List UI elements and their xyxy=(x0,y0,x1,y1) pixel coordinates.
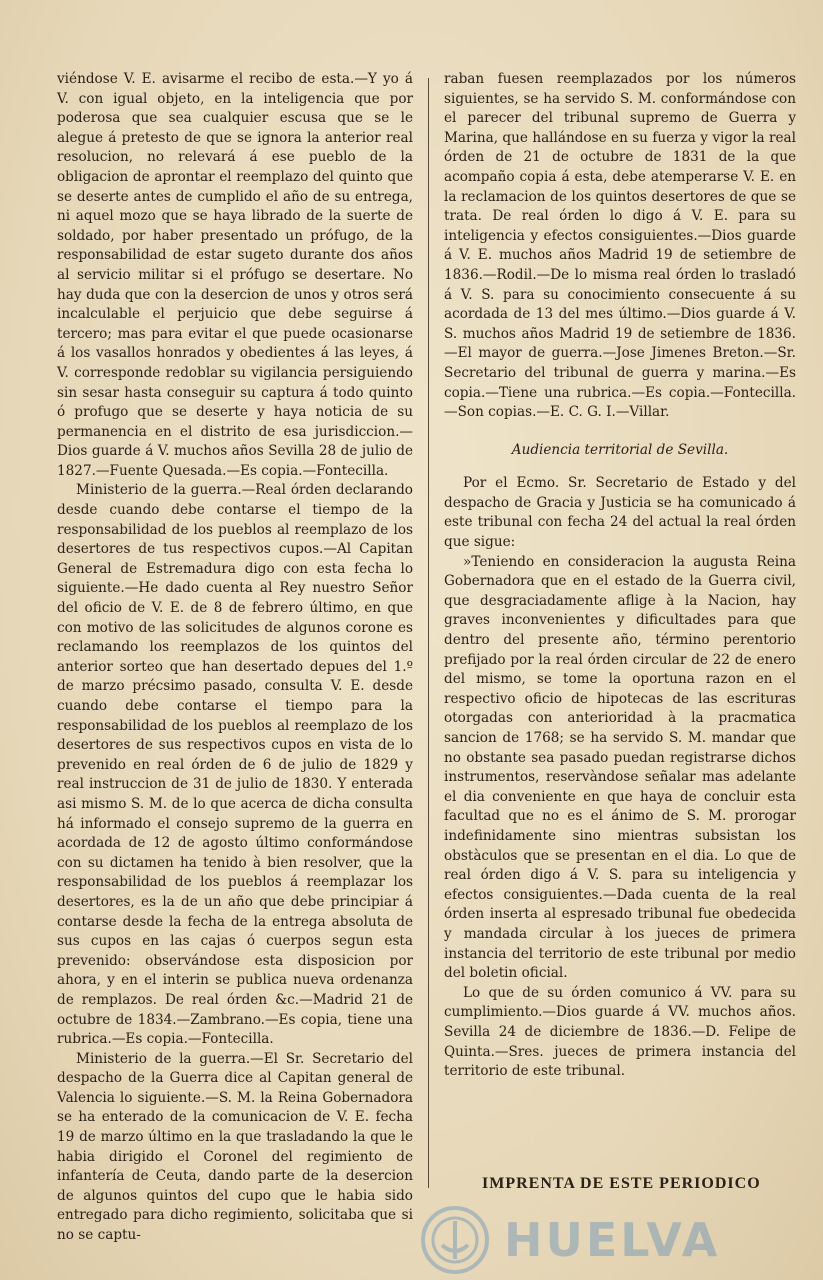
right-column xyxy=(444,70,796,1082)
column-divider xyxy=(428,78,429,1188)
imprint-line: IMPRENTA DE ESTE PERIODICO xyxy=(482,1175,761,1192)
right-continuation: raban fuesen reemplazados por los números siguientes, se ha servido S. M. conformándose con el parecer del tribunal supremo de Guerra y Marina, que hallándose en su fuerza y vigor la real órden de 21 de octubre de 1831 de la que acompaño copia á esta, debe atemperarse V. E. en la reclamacion de los quintos desertores de que se trata. De real órden lo digo á V. E. para su inteligencia y efectos consiguientes.—Dios guarde á V. E. muchos años Madrid 19 de setiembre de 1836.—Rodil.—De lo misma real órden lo trasladó á V. S. para su conocimiento consecuente á su acordada de 13 del mes último.—Dios guarde á V. S. muchos años Madrid 19 de setiembre de 1836.—El mayor de guerra.—Jose Jimenes Breton.—Sr. Secretario del tribunal de guerra y marina.—Es copia.—Tiene una rubrica.—Es copia.—Fontecilla.—Son copias.—E. C. G. I.—Villar. xyxy=(444,71,796,421)
section-heading: Audiencia territorial de Sevilla. xyxy=(511,441,729,458)
seal-icon xyxy=(420,1205,490,1275)
left-column xyxy=(57,70,413,1246)
right-paragraph-1: Por el Ecmo. Sr. Secretario de Estado y del despacho de Gracia y Justicia se ha comunicado á este tribunal con fecha 24 del actual la real órden que sigue: xyxy=(444,475,796,551)
right-paragraph-2: »Teniendo en consideracion la augusta Reina Gobernadora que en el estado de la Guerra civil, que desgraciadamente aflige à la Nacion, hay graves inconvenientes y dificultades para que dentro del presente año, término perentorio prefijado por la real órden circular de 22 de enero del mismo, se tome la oportuna razon en el respectivo oficio de hipotecas de las escrituras otorgadas con anterioridad à la pracmatica sancion de 1768; se ha servido S. M. mandar que no obstante sea pasado puedan registrarse dichos instrumentos, reservàndose señalar mas adelante el dia conveniente en que haya de concluir esta facultad que no es el ánimo de S. M. prorogar indefinidamente sino mientras subsistan los obstàculos que se presentan en el dia. Lo que de real órden digo á V. S. para su inteligencia y efectos consiguientes.—Dada cuenta de la real órden inserta al espresado tribunal fue obedecida y mandada circular à los jueces de primera instancia del territorio de este tribunal por medio del boletin oficial. xyxy=(444,553,796,982)
left-paragraph-1: viéndose V. E. avisarme el recibo de esta.—Y yo á V. con igual objeto, en la inteligencia que por poderosa que sea cualquier escusa que se le alegue á pretesto de que se ignora la anterior real resolucion, no relevará á ese pueblo de la obligacion de aprontar el reemplazo del quinto que se deserte antes de cumplido el año de su entrega, ni aquel mozo que se haya librado de la suerte de soldado, por haber presentado un prófugo, de la responsabilidad de estar sugeto durante dos años al servicio militar si el prófugo se desertare. No hay duda que con la desercion de unos y otros será incalculable el perjuicio que debe seguirse á tercero; mas para evitar el que puede ocasionarse á los vasallos honrados y obedientes á las leyes, á V. corresponde redoblar su vigilancia persiguiendo sin sesar hasta conseguir su captura á todo quinto ó profugo que se deserte y haya noticia de su permanencia en el distrito de esa jurisdiccion.—Dios guarde á V. muchos años Sevilla 28 de julio de 1827.—Fuente Quesada.—Es copia.—Fontecilla. xyxy=(57,71,413,479)
left-paragraph-3: Ministerio de la guerra.—El Sr. Secretario del despacho de la Guerra dice al Capitan general de Valencia lo siguiente.—S. M. la Reina Gobernadora se ha enterado de la comunicacion de V. E. fecha 19 de marzo último en la que trasladando la que le habia dirigido el Coronel del regimiento de infantería de Ceuta, dando parte de la desercion de algunos quintos del cupo que le habia sido entregado para dicho regimiento, solicitaba que si no se captu- xyxy=(57,1050,413,1244)
library-watermark xyxy=(420,1205,720,1275)
right-paragraph-3: Lo que de su órden comunico á VV. para su cumplimiento.—Dios guarde á VV. muchos años. Sevilla 24 de diciembre de 1836.—D. Felipe de Quinta.—Sres. jueces de primera instancia del territorio de este tribunal. xyxy=(444,984,796,1080)
watermark-text: HUELVA xyxy=(504,1213,721,1267)
left-paragraph-2: Ministerio de la guerra.—Real órden declarando desde cuando debe contarse el tiempo de la responsabilidad de los pueblos al reemplazo de los desertores de tus respectivos cupos.—Al Capitan General de Estremadura digo con esta fecha lo siguiente.—He dado cuenta al Rey nuestro Señor del oficio de V. E. de 8 de febrero último, en que con motivo de las solicitudes de algunos corone es reclamando los reemplazos de los quintos del anterior sorteo que han desertado depues del 1.º de marzo précsimo pasado, consulta V. E. desde cuando debe contarse el tiempo para la responsabilidad de los pueblos al reemplazo de los desertores de sus respectivos cupos en vista de lo prevenido en real órden de 6 de julio de 1829 y real instruccion de 31 de julio de 1830. Y enterada asi mismo S. M. de lo que acerca de dicha consulta há informado el consejo supremo de la guerra en acordada de 12 de agosto último conformándose con su dictamen ha tenido à bien resolver, que la responsabilidad de los pueblos á reemplazar los desertores, es la de un año que debe principiar á contarse desde la fecha de la entrega absoluta de sus cupos en las cajas ó cuerpos segun esta prevenido: observándose esta disposicion por ahora, y en el interin se publica nueva ordenanza de remplazos. De real órden &c.—Madrid 21 de octubre de 1834.—Zambrano.—Es copia, tiene una rubrica.—Es copia.—Fontecilla. xyxy=(57,482,413,1048)
